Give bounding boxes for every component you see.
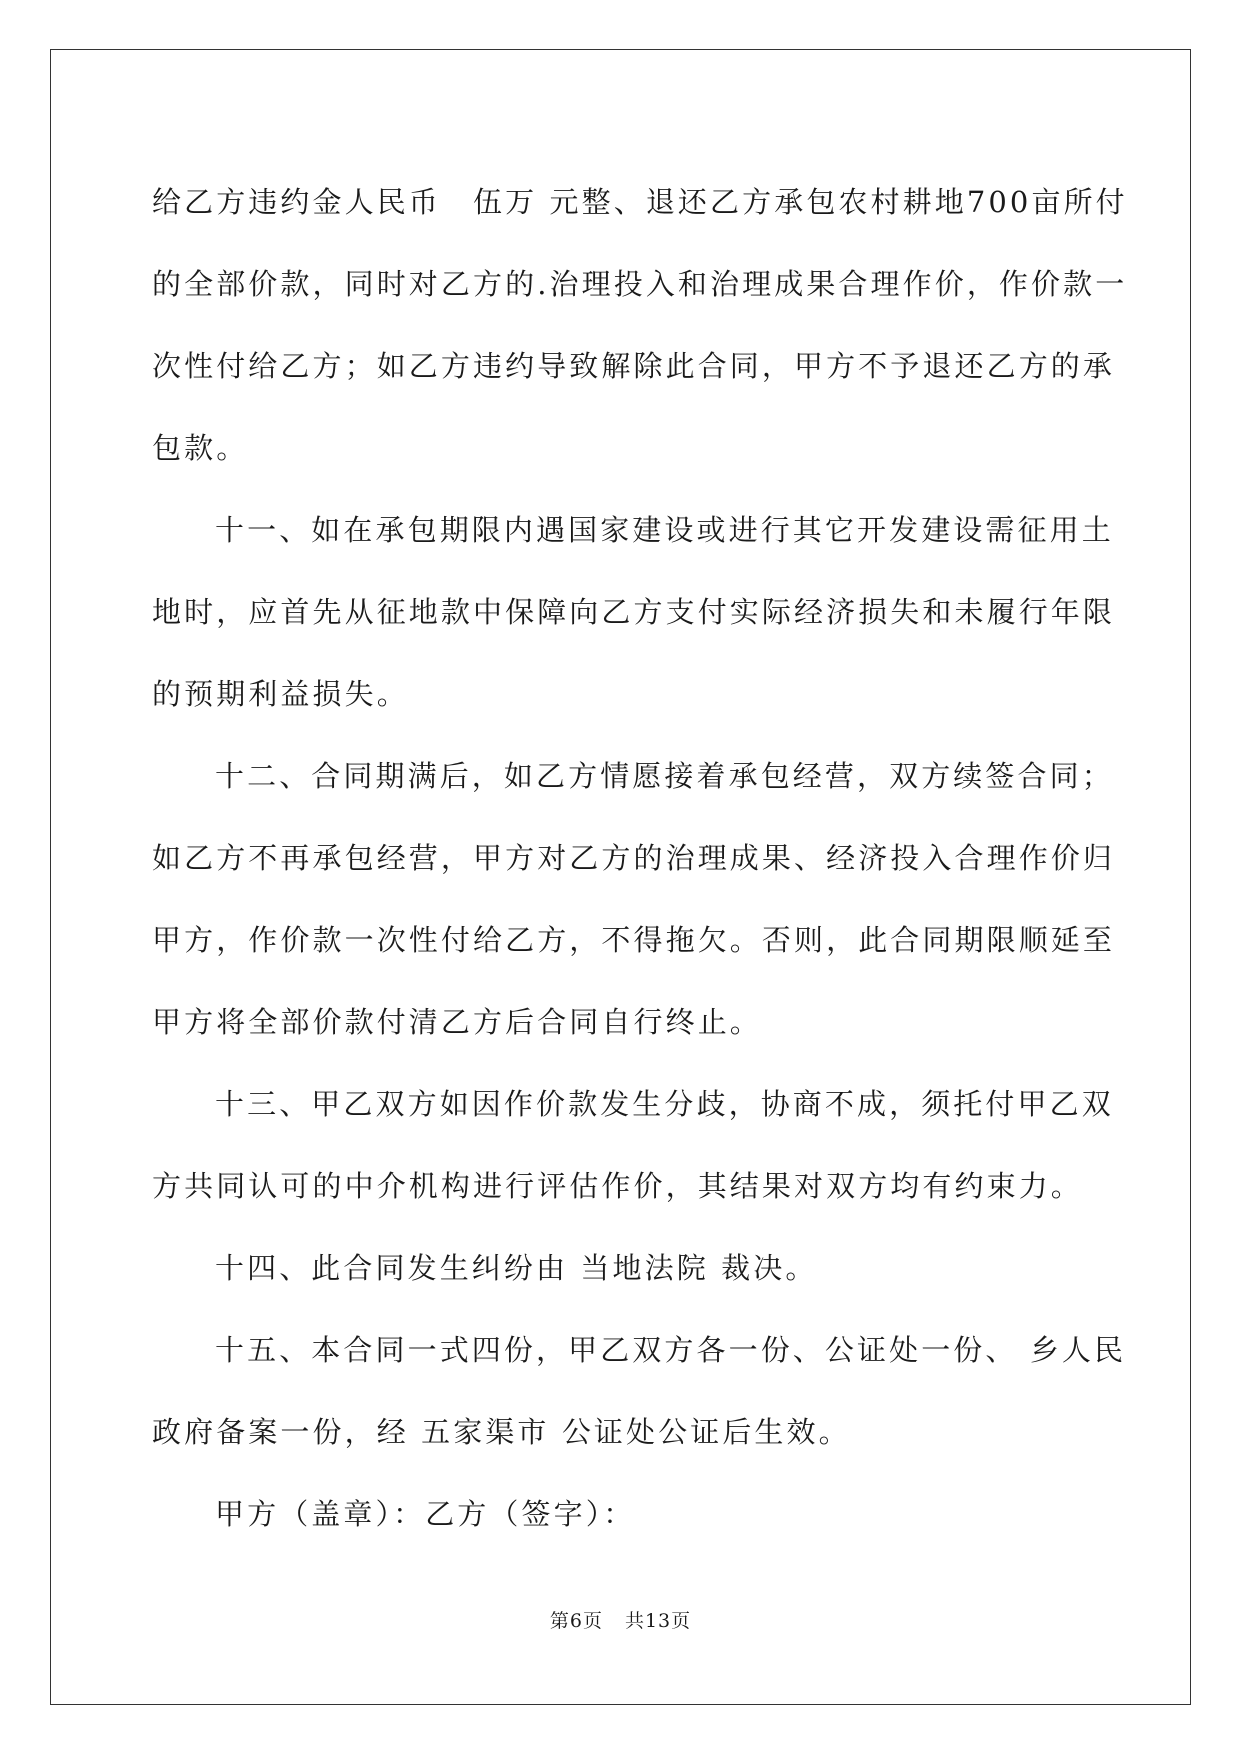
text-line: 甲方将全部价款付清乙方后合同自行终止。 [152, 1005, 762, 1039]
text-line: 的预期利益损失。 [152, 677, 409, 711]
clause-12-start: 十二、合同期满后，如乙方情愿接着承包经营，双方续签合同； [215, 759, 1114, 793]
text-line: 次性付给乙方；如乙方违约导致解除此合同，甲方不予退还乙方的承 [152, 349, 1116, 383]
text-line: 包款。 [152, 431, 249, 465]
text-line: 的全部价款，同时对乙方的.治理投入和治理成果合理作价，作价款一 [152, 267, 1128, 301]
clause-11-start: 十一、如在承包期限内遇国家建设或进行其它开发建设需征用土 [215, 513, 1114, 547]
text-line: 如乙方不再承包经营，甲方对乙方的治理成果、经济投入合理作价归 [152, 841, 1116, 875]
page-footer [0, 1606, 1241, 1633]
signature-line: 甲方（盖章）：乙方（签字）： [215, 1497, 636, 1531]
text-line: 地时，应首先从征地款中保障向乙方支付实际经济损失和未履行年限 [152, 595, 1116, 629]
clause-15-start: 十五、本合同一式四份，甲乙双方各一份、公证处一份、 乡人民 [215, 1333, 1127, 1367]
contract-body [152, 161, 1128, 1555]
clause-14: 十四、此合同发生纠纷由 当地法院 裁决。 [215, 1251, 818, 1285]
text-line: 政府备案一份，经 五家渠市 公证处公证后生效。 [152, 1415, 851, 1449]
page-total: 共13页 [624, 1610, 692, 1632]
text-line: 给乙方违约金人民币 伍万 元整、退还乙方承包农村耕地700亩所付 [152, 185, 1128, 219]
text-line: 方共同认可的中介机构进行评估作价，其结果对双方均有约束力。 [152, 1169, 1083, 1203]
text-line: 甲方，作价款一次性付给乙方，不得拖欠。否则，此合同期限顺延至 [152, 923, 1116, 957]
clause-13-start: 十三、甲乙双方如因作价款发生分歧，协商不成，须托付甲乙双 [215, 1087, 1114, 1121]
page-number: 第6页 [549, 1610, 603, 1632]
